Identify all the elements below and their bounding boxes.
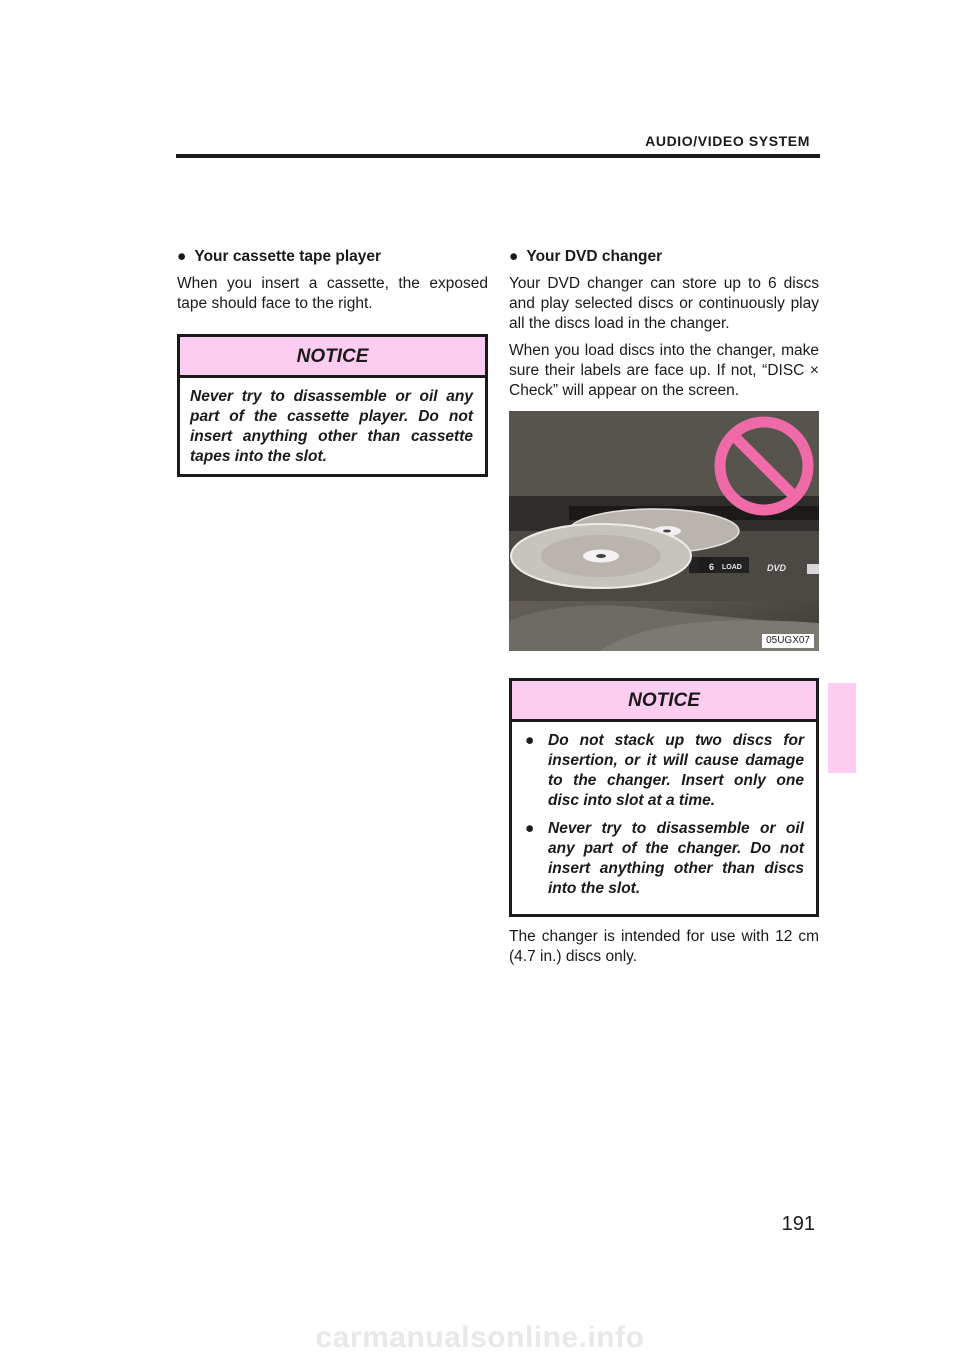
figure-label: 05UGX07 [762, 634, 814, 648]
right-column [509, 247, 819, 974]
closing-paragraph: The changer is intended for use with 12 cm (4.7 in.) discs only. [509, 928, 819, 965]
list-item [522, 819, 804, 899]
bullet-icon: ● [525, 732, 535, 749]
edge-button [807, 564, 819, 574]
cassette-notice-text: Never try to disassemble or oil any part of the cassette player. Do not insert anything other than cassette tapes into the slot. [190, 388, 473, 465]
dvd-notice-box [509, 678, 819, 917]
disc-front-hole [596, 554, 606, 558]
dvd-heading [509, 247, 819, 267]
disc-back-hole [663, 530, 671, 533]
dvd-notice-body [512, 722, 816, 914]
dvd-paragraph-2: When you load discs into the changer, make sure their labels are face up. If not, “DISC × Check” will appear on the screen. [509, 342, 819, 399]
cassette-notice-box [177, 334, 488, 477]
notice-title: NOTICE [512, 681, 816, 722]
bullet-icon: ● [177, 248, 187, 265]
cassette-heading-text: Your cassette tape player [194, 248, 382, 265]
dvd-logo: DVD [767, 563, 787, 573]
notice-item-text: Never try to disassemble or oil any part of the changer. Do not insert anything other than discs into the slot. [548, 820, 804, 897]
bullet-icon: ● [509, 248, 519, 265]
dvd-paragraph-1: Your DVD changer can store up to 6 discs and play selected discs or continuously play all the discs load in the changer. [509, 275, 819, 332]
dvd-notice-list [522, 731, 804, 899]
page-number: 191 [781, 1213, 815, 1235]
dvd-changer-photo [509, 411, 819, 651]
load-button-label: LOAD [722, 564, 742, 571]
left-column [177, 247, 488, 477]
list-item [522, 731, 804, 811]
bullet-icon: ● [525, 820, 535, 837]
section-title: AUDIO/VIDEO SYSTEM [645, 133, 810, 149]
dvd-changer-illustration [509, 411, 819, 651]
chapter-tab [828, 683, 856, 773]
dvd-heading-text: Your DVD changer [526, 248, 663, 265]
notice-title: NOTICE [180, 337, 485, 378]
watermark: carmanualsonline.info [315, 1321, 645, 1354]
header-rule [176, 154, 820, 158]
cassette-heading [177, 247, 488, 267]
cassette-paragraph: When you insert a cassette, the exposed tape should face to the right. [177, 275, 488, 312]
notice-item-text: Do not stack up two discs for insertion, or it will cause damage to the changer. Insert only one disc into slot at a time. [548, 732, 804, 809]
button-6-label: 6 [709, 562, 715, 572]
